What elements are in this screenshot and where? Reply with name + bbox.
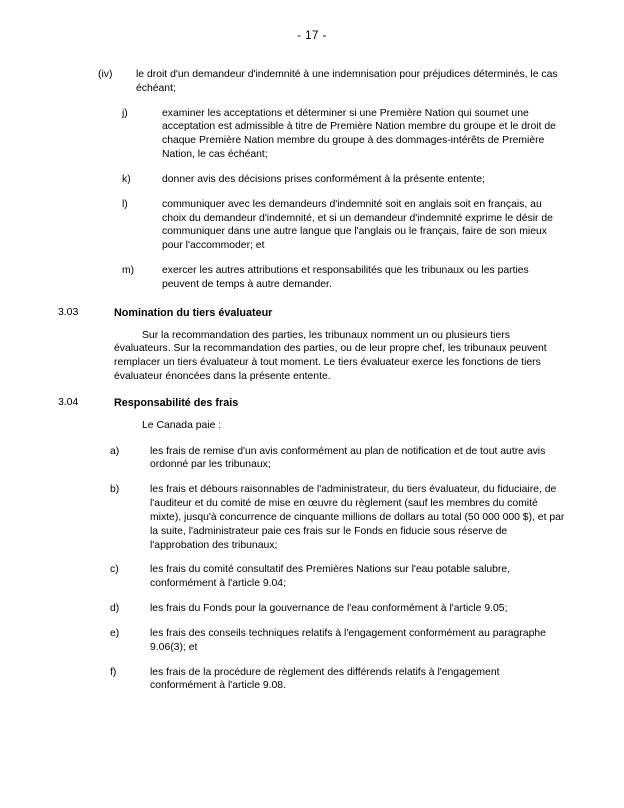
section-title: Nomination du tiers évaluateur xyxy=(114,306,273,319)
list-item-marker: e) xyxy=(110,627,120,639)
list-item-marker: b) xyxy=(110,484,120,496)
section-body-3-03: Sur la recommandation des parties, les tribunaux nomment un ou plusieurs tiers évaluateurs. Sur la recommandation des parties, ou de leur propre chef, les tribunaux peuvent remplacer un tiers évaluateur à tout moment. Le tiers évaluateur exerce les fonctions de tiers évaluateur énoncées dans la présente entente. xyxy=(114,329,547,383)
list-item-text: les frais de la procédure de règlement des différends relatifs à l'engagement conformément à l'article 9.08. xyxy=(150,666,500,692)
lettered-list-upper xyxy=(122,107,566,292)
list-item xyxy=(110,563,566,591)
list-item-text: communiquer avec les demandeurs d'indemnité soit en anglais soit en français, au choix du demandeur d'indemnité, et si un demandeur d'indemnité exprime le désir de communiquer dans une autre langue que l'anglais ou le français, faire de son mieux pour l'accommoder; et xyxy=(162,198,553,252)
list-item xyxy=(122,198,566,253)
list-item-marker: d) xyxy=(110,603,120,615)
list-item-text: les frais de remise d'un avis conformément au plan de notification et de tout autre avis ordonné par les tribunaux; xyxy=(150,445,546,471)
roman-list-item xyxy=(58,68,566,96)
list-item xyxy=(122,264,566,292)
list-item-marker: m) xyxy=(122,265,135,277)
list-item-text: les frais du comité consultatif des Premières Nations sur l'eau potable salubre, conformément à l'article 9.04; xyxy=(150,564,511,590)
list-item-text: examiner les acceptations et déterminer si une Première Nation qui soumet une acceptation est admissible à titre de Première Nation membre du groupe et le droit de chaque Première Nation membre du groupe à des dommages-intérêts de Première Nation, le cas échéant; xyxy=(162,107,556,161)
list-item-marker: j) xyxy=(122,107,128,119)
roman-list-marker: (iv) xyxy=(98,69,113,80)
lettered-list-lower xyxy=(110,445,566,694)
list-item xyxy=(110,627,566,655)
list-item-marker: l) xyxy=(122,198,128,210)
list-item-marker: a) xyxy=(110,445,120,457)
document-body xyxy=(58,68,566,693)
list-item xyxy=(122,107,566,162)
list-item-text: donner avis des décisions prises conformément à la présente entente; xyxy=(162,173,485,185)
section-heading-3-03 xyxy=(58,306,566,321)
section-heading-3-04 xyxy=(58,396,566,411)
list-item-marker: k) xyxy=(122,173,131,185)
list-item xyxy=(110,666,566,694)
list-item-text: les frais du Fonds pour la gouvernance de l'eau conformément à l'article 9.05; xyxy=(150,603,508,615)
list-item-text: exercer les autres attributions et responsabilités que les tribunaux ou les parties peuvent de temps à autre demander. xyxy=(162,265,529,290)
list-item xyxy=(110,602,566,616)
section-lead-3-04: Le Canada paie : xyxy=(142,419,222,431)
section-number: 3.03 xyxy=(58,306,79,318)
list-item-marker: f) xyxy=(110,666,117,678)
section-title: Responsabilité des frais xyxy=(114,396,239,409)
list-item-text: les frais et débours raisonnables de l'administrateur, du tiers évaluateur, du fiduciaire, de l'auditeur et du comité de mise en œuvre du règlement (sauf les membres du comité mixte), jusqu'à concurrence de cinquante millions de dollars au total (50 000 000 $), et par la suite, l'administrateur paie ces frais sur le Fonds en fiducie sous réserve de l'approbation des tribunaux; xyxy=(150,484,565,551)
list-item xyxy=(110,445,566,473)
page-number: - 17 - xyxy=(297,30,327,42)
list-item xyxy=(122,173,566,187)
list-item-marker: c) xyxy=(110,564,119,576)
roman-list-text: le droit d'un demandeur d'indemnité à une indemnisation pour préjudices déterminés, le cas échéant; xyxy=(136,69,558,94)
list-item-text: les frais des conseils techniques relatifs à l'engagement conformément au paragraphe 9.06(3); et xyxy=(150,627,546,653)
list-item xyxy=(110,483,566,552)
section-number: 3.04 xyxy=(58,396,79,408)
